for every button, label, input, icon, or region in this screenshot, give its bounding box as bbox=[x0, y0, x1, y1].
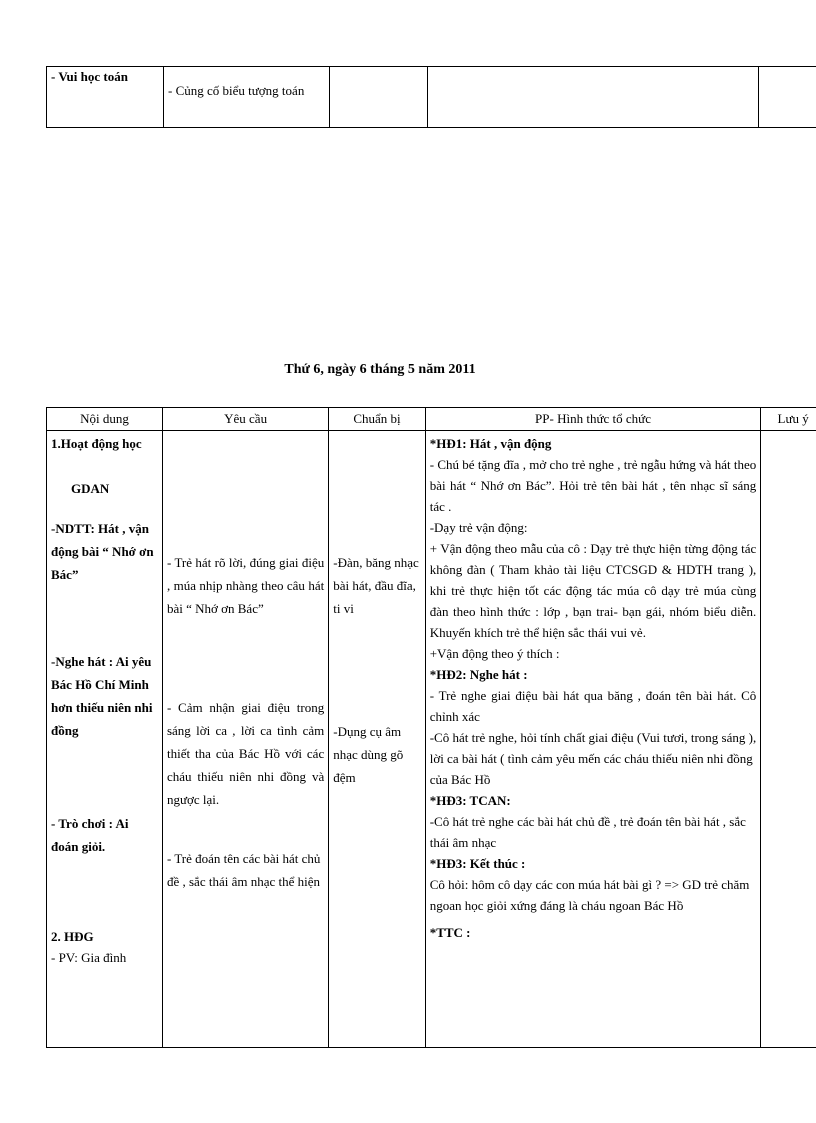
requirement-item: - Cảm nhận giai điệu trong sáng lời ca , lời ca tình cảm thiết tha của Bác Hồ với các cháu thiếu niên nhi đồng và ngược lại. bbox=[166, 700, 325, 807]
table-cell bbox=[330, 67, 428, 128]
header-noi-dung: Nội dung bbox=[47, 408, 163, 431]
requirement-item: - Trẻ hát rõ lời, đúng giai điệu , múa nhịp nhàng theo câu hát bài “ Nhớ ơn Bác” bbox=[166, 555, 325, 616]
requirement-column bbox=[162, 431, 328, 1048]
table-cell bbox=[428, 67, 759, 128]
method-item: - Chú bé tặng đĩa , mở cho trẻ nghe , trẻ ngẫu hứng và hát theo bài hát “ Nhớ ơn Bác”. Hỏi trẻ tên bài hát , tên nhạc sĩ sáng tác . bbox=[429, 457, 757, 514]
table-row bbox=[47, 67, 816, 128]
method-item: Cô hỏi: hôm cô dạy các con múa hát bài gì ? => GD trẻ chăm ngoan học giỏi xứng đáng là cháu ngoan Bác Hồ bbox=[429, 877, 750, 913]
method-item: -Dạy trẻ vận động: bbox=[429, 520, 528, 535]
method-item: +Vận động theo ý thích : bbox=[429, 646, 560, 661]
activity-name: - Vui học toán bbox=[51, 69, 128, 84]
content-item: - PV: Gia đình bbox=[51, 950, 127, 965]
header-luu-y: Lưu ý bbox=[761, 408, 816, 431]
activity-heading: *HĐ3: TCAN: bbox=[429, 793, 511, 808]
section-label: 2. HĐG bbox=[51, 929, 94, 944]
method-item: - Trẻ nghe giai điệu bài hát qua băng , đoán tên bài hát. Cô chỉnh xác bbox=[429, 688, 757, 724]
requirement-item: - Trẻ đoán tên các bài hát chủ đề , sắc thái âm nhạc thể hiện bbox=[166, 851, 321, 889]
activity-heading: *HĐ1: Hát , vận động bbox=[429, 436, 552, 451]
content-column bbox=[47, 431, 163, 1048]
header-pp: PP- Hình thức tổ chức bbox=[425, 408, 761, 431]
preparation-item: -Đàn, băng nhạc bài hát, đầu đĩa, ti vi bbox=[333, 555, 419, 616]
previous-activity-table bbox=[46, 66, 816, 128]
activity-requirement: - Củng cố biểu tượng toán bbox=[168, 83, 305, 98]
lesson-plan-table bbox=[46, 407, 816, 1048]
activity-heading: *HĐ2: Nghe hát : bbox=[429, 667, 528, 682]
content-item: -NDTT: Hát , vận động bài “ Nhớ ơn Bác” bbox=[51, 521, 154, 582]
method-item: -Cô hát trẻ nghe, hỏi tính chất giai điệu (Vui tươi, trong sáng ), lời ca bài hát ( tình cảm yêu mến các cháu thiếu niên nhi đồng của Bác Hồ bbox=[429, 730, 757, 787]
activity-heading: *TTC : bbox=[429, 925, 471, 940]
method-item: -Cô hát trẻ nghe các bài hát chủ đề , trẻ đoán tên bài hát , sắc thái âm nhạc bbox=[429, 814, 746, 850]
table-cell bbox=[47, 67, 164, 128]
content-item: - Trò chơi : Ai đoán giỏi. bbox=[51, 816, 129, 854]
section-label: GDAN bbox=[71, 481, 110, 496]
activity-heading: *HĐ3: Kết thúc : bbox=[429, 856, 526, 871]
section-label: 1.Hoạt động học bbox=[51, 436, 142, 451]
method-item: + Vận động theo mẫu của cô : Dạy trẻ thực hiện từng động tác không đàn ( Tham khảo tài liệu CTCSGD & HDTH trang ), khi trẻ thực hiện tốt các động tác múa cô dạy trẻ múa cùng đàn theo hình thức : lớp , bạn trai- bạn gái, nhóm biểu diễn. Khuyến khích trẻ thể hiện sắc thái vui vẻ. bbox=[429, 541, 757, 640]
header-chuan-bi: Chuẩn bị bbox=[329, 408, 425, 431]
preparation-item: -Dụng cụ âm nhạc dùng gõ đệm bbox=[333, 724, 404, 785]
content-item: -Nghe hát : Ai yêu Bác Hồ Chí Minh hơn thiếu niên nhi đồng bbox=[51, 654, 153, 738]
page-title: Thứ 6, ngày 6 tháng 5 năm 2011 bbox=[284, 362, 476, 377]
header-yeu-cau: Yêu cầu bbox=[162, 408, 328, 431]
notes-column bbox=[761, 431, 816, 1048]
preparation-column bbox=[329, 431, 425, 1048]
header-row bbox=[47, 408, 816, 431]
table-cell bbox=[759, 67, 816, 128]
table-cell bbox=[164, 67, 330, 128]
table-row bbox=[47, 431, 816, 1048]
method-column bbox=[425, 431, 761, 1048]
